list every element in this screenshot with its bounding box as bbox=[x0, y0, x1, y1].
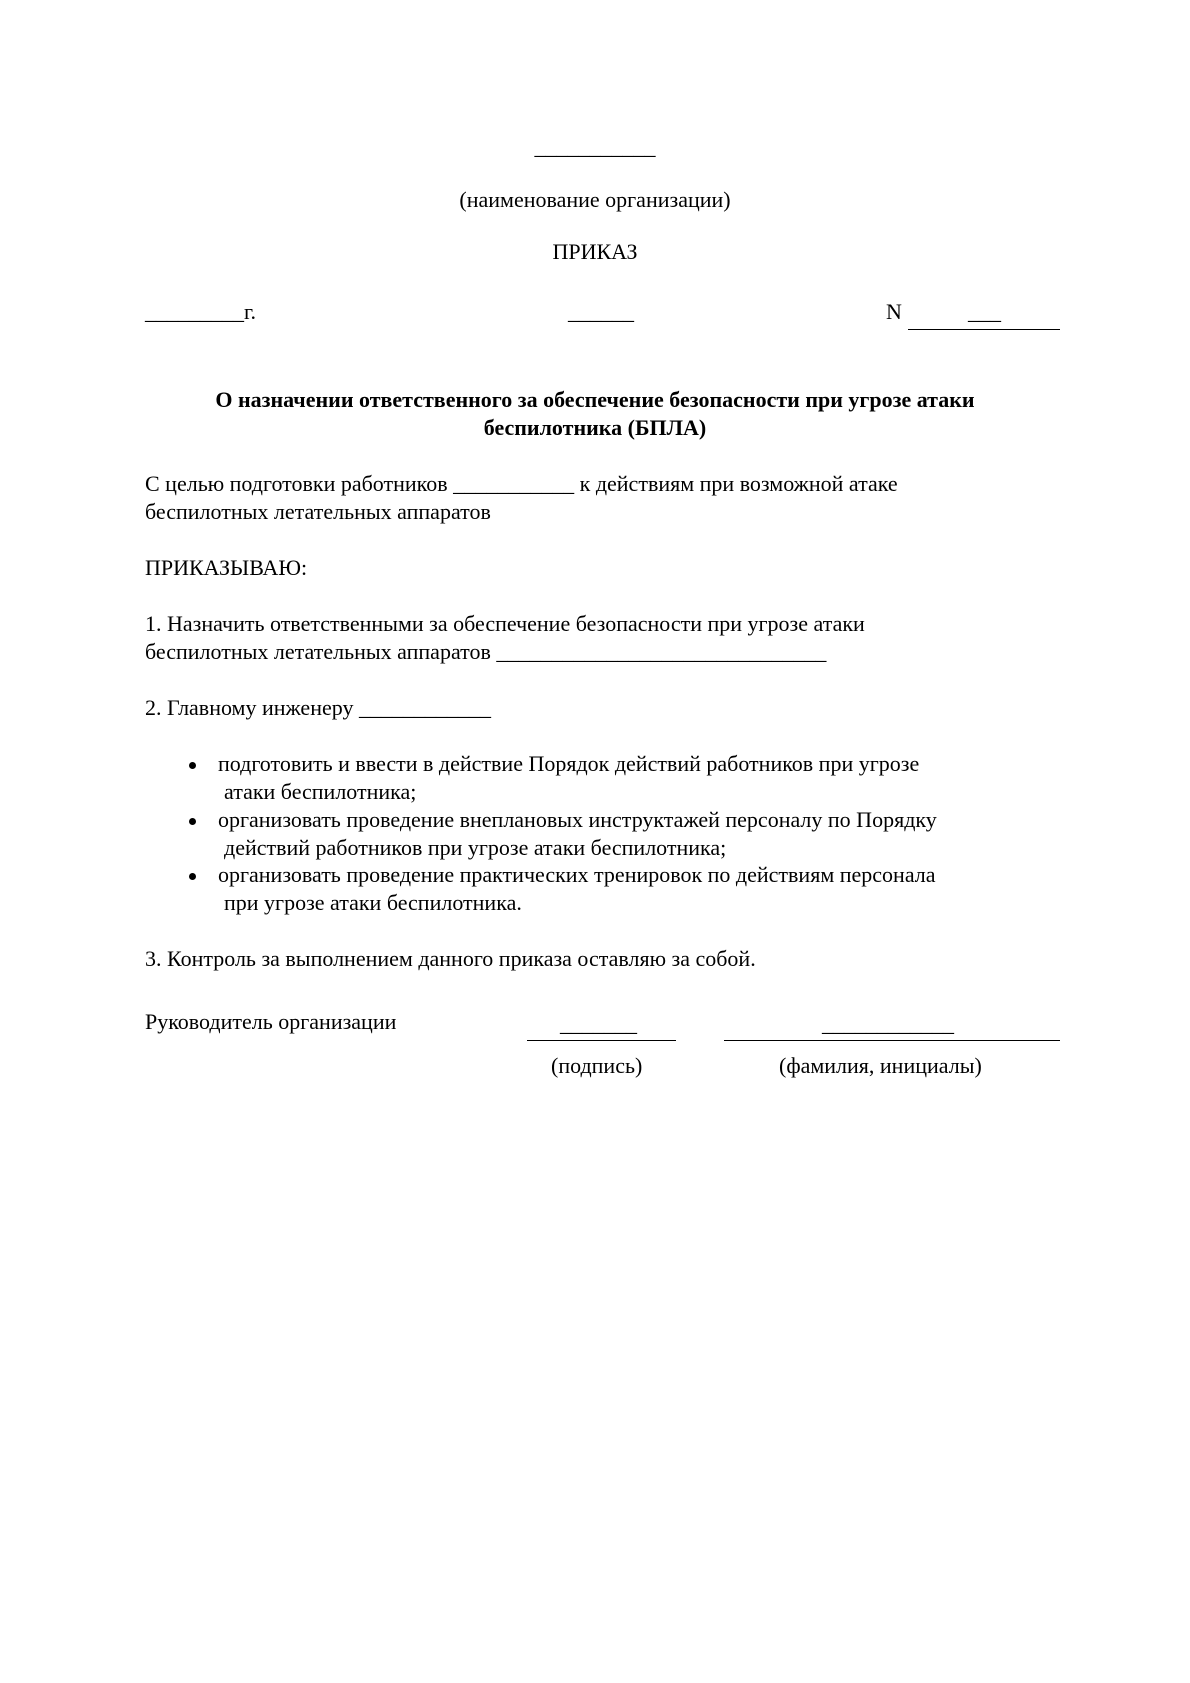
bullet-1-line-1: подготовить и ввести в действие Порядок действий работников при угрозе bbox=[218, 751, 920, 776]
bullet-dot bbox=[189, 873, 196, 880]
date-blank: _________г. bbox=[145, 299, 257, 324]
bullet-2-line-2: действий работников при угрозе атаки беспилотника; bbox=[224, 835, 727, 860]
item-2: 2. Главному инженеру ____________ bbox=[145, 695, 491, 720]
signatory-position: Руководитель организации bbox=[145, 1009, 397, 1034]
bullet-3-line-1: организовать проведение практических тренировок по действиям персонала bbox=[218, 862, 936, 887]
city-blank: ______ bbox=[568, 299, 634, 324]
bullet-1-line-2: атаки беспилотника; bbox=[224, 779, 417, 804]
preamble-line-1: С целью подготовки работников ___________ к действиям при возможной атаке bbox=[145, 471, 898, 496]
order-title-line-2: беспилотника (БПЛА) bbox=[483, 415, 707, 440]
org-name-blank: ___________ bbox=[534, 134, 656, 159]
item-1-line-2: беспилотных летательных аппаратов ______________________________ bbox=[145, 639, 827, 664]
order-title-line-1: О назначении ответственного за обеспечение безопасности при угрозе атаки bbox=[215, 387, 975, 412]
item-3: 3. Контроль за выполнением данного приказа оставляю за собой. bbox=[145, 946, 756, 971]
number-label: N bbox=[886, 299, 902, 324]
bullet-2-line-1: организовать проведение внеплановых инструктажей персоналу по Порядку bbox=[218, 807, 937, 832]
bullet-dot bbox=[189, 818, 196, 825]
order-word: ПРИКАЗЫВАЮ: bbox=[145, 555, 308, 580]
name-caption: (фамилия, инициалы) bbox=[779, 1053, 982, 1078]
name-underline bbox=[724, 1040, 1060, 1041]
preamble-line-2: беспилотных летательных аппаратов bbox=[145, 499, 491, 524]
org-name-caption: (наименование организации) bbox=[459, 187, 731, 212]
bullet-3-line-2: при угрозе атаки беспилотника. bbox=[224, 890, 522, 915]
number-blank: ___ bbox=[968, 299, 1001, 324]
doc-type-heading: ПРИКАЗ bbox=[552, 239, 638, 264]
bullet-dot bbox=[189, 762, 196, 769]
signature-caption: (подпись) bbox=[551, 1053, 643, 1078]
signature-blank: _______ bbox=[560, 1011, 637, 1036]
signature-underline bbox=[527, 1040, 676, 1041]
number-underline bbox=[908, 329, 1060, 330]
name-blank: ____________ bbox=[822, 1011, 954, 1036]
item-1-line-1: 1. Назначить ответственными за обеспечение безопасности при угрозе атаки bbox=[145, 611, 865, 636]
